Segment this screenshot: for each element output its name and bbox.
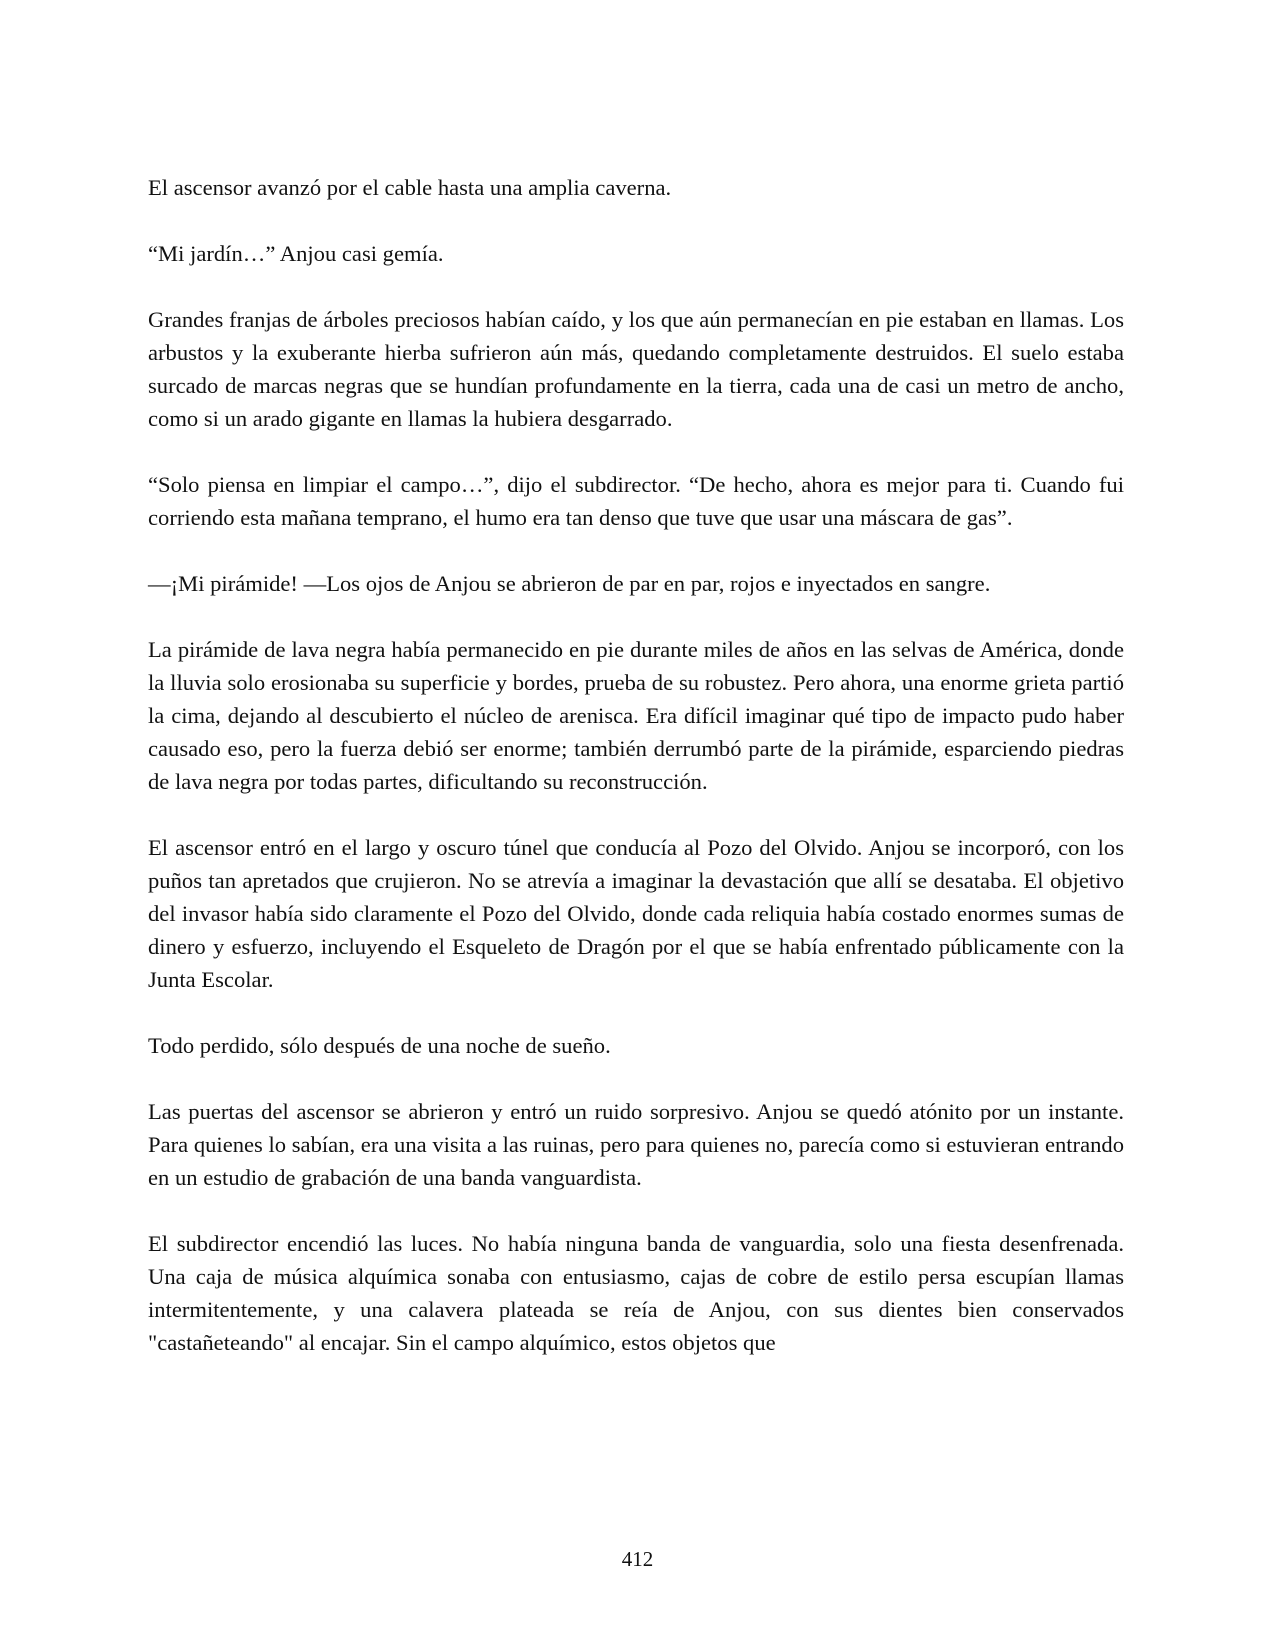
- paragraph-3: Grandes franjas de árboles preciosos habían caído, y los que aún permanecían en pie estaban en llamas. Los arbustos y la exuberante hierba sufrieron aún más, quedando completamente destruidos. El suelo estaba surcado de marcas negras que se hundían profundamente en la tierra, cada una de casi un metro de ancho, como si un arado gigante en llamas la hubiera desgarrado.: [148, 307, 1124, 431]
- paragraph-9: Las puertas del ascensor se abrieron y entró un ruido sorpresivo. Anjou se quedó atónito por un instante. Para quienes lo sabían, era una visita a las ruinas, pero para quienes no, parecía como si estuvieran entrando en un estudio de grabación de una banda vanguardista.: [148, 1099, 1124, 1190]
- paragraph-8: Todo perdido, sólo después de una noche de sueño.: [148, 1033, 611, 1058]
- paragraph-1: El ascensor avanzó por el cable hasta una amplia caverna.: [148, 175, 672, 200]
- paragraph-4: “Solo piensa en limpiar el campo…”, dijo el subdirector. “De hecho, ahora es mejor para ti. Cuando fui corriendo esta mañana temprano, el humo era tan denso que tuve que usar una máscara de gas”.: [148, 472, 1124, 530]
- paragraph-10: El subdirector encendió las luces. No había ninguna banda de vanguardia, solo una fiesta desenfrenada. Una caja de música alquímica sonaba con entusiasmo, cajas de cobre de estilo persa escupían llamas intermitentemente, y una calavera plateada se reía de Anjou, con sus dientes bien conservados "castañeteando" al encajar. Sin el campo alquímico, estos objetos que: [148, 1231, 1124, 1355]
- page-number: 412: [621, 1547, 654, 1571]
- paragraph-2: “Mi jardín…” Anjou casi gemía.: [148, 241, 444, 266]
- paragraph-7: El ascensor entró en el largo y oscuro túnel que conducía al Pozo del Olvido. Anjou se incorporó, con los puños tan apretados que crujieron. No se atrevía a imaginar la devastación que allí se desataba. El objetivo del invasor había sido claramente el Pozo del Olvido, donde cada reliquia había costado enormes sumas de dinero y esfuerzo, incluyendo el Esqueleto de Dragón por el que se había enfrentado públicamente con la Junta Escolar.: [148, 835, 1124, 992]
- paragraph-6: La pirámide de lava negra había permanecido en pie durante miles de años en las selvas de América, donde la lluvia solo erosionaba su superficie y bordes, prueba de su robustez. Pero ahora, una enorme grieta partió la cima, dejando al descubierto el núcleo de arenisca. Era difícil imaginar qué tipo de impacto pudo haber causado eso, pero la fuerza debió ser enorme; también derrumbó parte de la pirámide, esparciendo piedras de lava negra por todas partes, dificultando su reconstrucción.: [148, 637, 1124, 794]
- paragraph-5: —¡Mi pirámide! —Los ojos de Anjou se abrieron de par en par, rojos e inyectados en sangre.: [148, 571, 991, 596]
- page-body: [148, 171, 1124, 1359]
